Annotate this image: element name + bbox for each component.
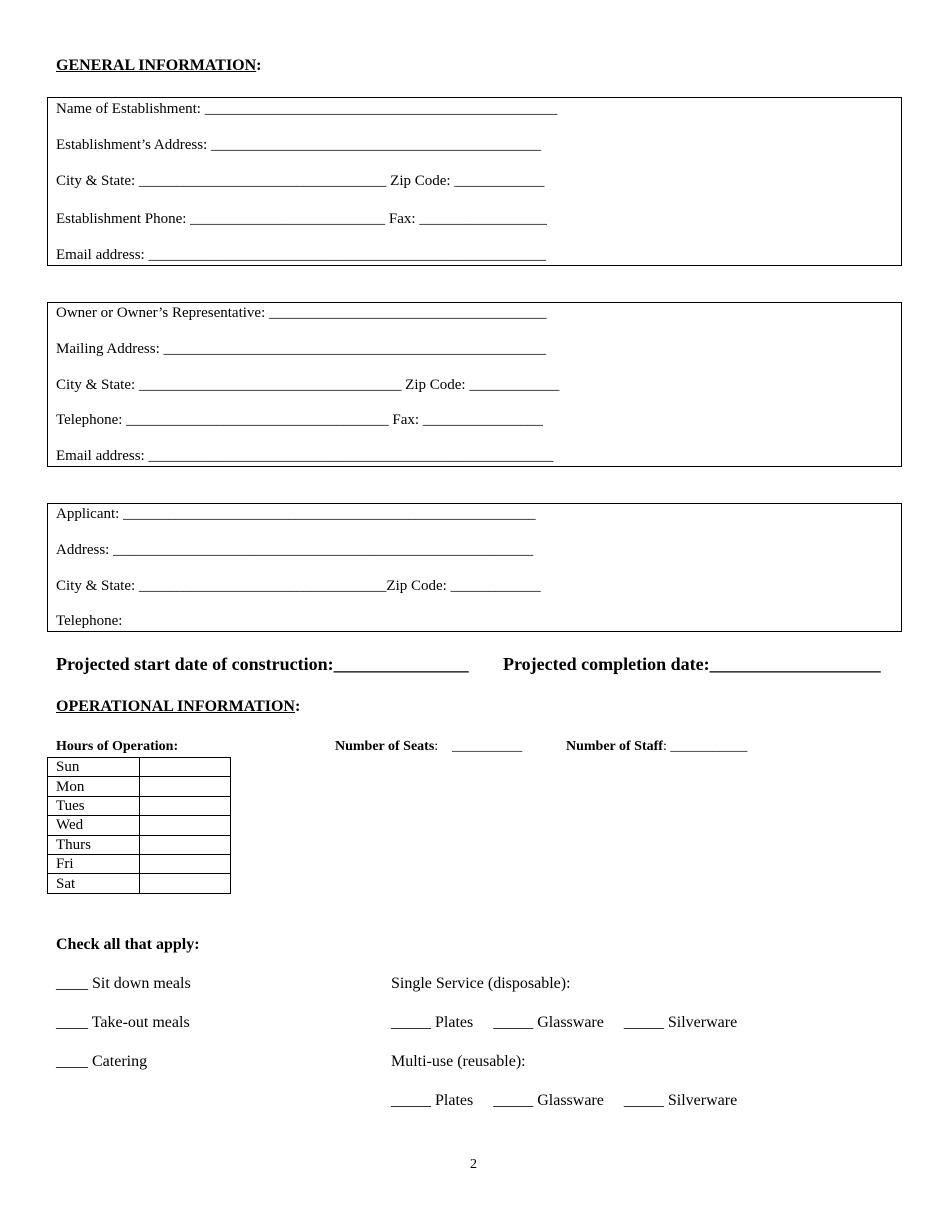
day-label: Tues [48, 796, 140, 815]
multi-use-label: Multi-use (reusable): [391, 1053, 526, 1070]
owner-phone-fax-field[interactable]: Telephone: ___________________________________ Fax: ________________ [56, 412, 543, 428]
number-of-seats-field[interactable] [335, 739, 522, 755]
number-of-staff-field[interactable] [566, 739, 747, 755]
owner-section [47, 302, 902, 467]
day-label: Sat [48, 874, 140, 893]
establishment-email-field[interactable]: Email address: _____________________________________________________ [56, 247, 546, 263]
establishment-name-field[interactable]: Name of Establishment: _______________________________________________ [56, 101, 558, 117]
applicant-name-field[interactable]: Applicant: _______________________________________________________ [56, 506, 536, 522]
owner-mailing-address-field[interactable]: Mailing Address: ___________________________________________________ [56, 341, 546, 357]
projected-start-date-field[interactable]: Projected start date of construction:_______________ [56, 654, 469, 674]
number-of-seats-blank[interactable]: : __________ [434, 739, 523, 754]
hours-cell[interactable] [140, 796, 231, 815]
day-label: Mon [48, 777, 140, 796]
single-service-items-options[interactable]: _____ Plates _____ Glassware _____ Silverware [391, 1014, 738, 1031]
hours-cell[interactable] [140, 816, 231, 835]
hours-of-operation-label: Hours of Operation: [56, 739, 179, 754]
day-label: Wed [48, 816, 140, 835]
hours-cell[interactable] [140, 758, 231, 777]
establishment-city-zip-field[interactable]: City & State: _________________________________ Zip Code: ____________ [56, 173, 545, 189]
operational-info-heading: OPERATIONAL INFORMATION: [56, 698, 301, 715]
number-of-seats-label: Number of Seats [335, 739, 435, 754]
general-info-heading: GENERAL INFORMATION: [56, 57, 262, 74]
hours-cell[interactable] [140, 777, 231, 796]
hours-cell[interactable] [140, 874, 231, 893]
single-service-label: Single Service (disposable): [391, 975, 571, 992]
hours-row-sat [48, 874, 231, 893]
owner-city-zip-field[interactable]: City & State: ___________________________________ Zip Code: ____________ [56, 377, 560, 393]
day-label: Sun [48, 758, 140, 777]
number-of-staff-label: Number of Staff [566, 739, 663, 754]
applicant-city-zip-field[interactable]: City & State: _________________________________Zip Code: ____________ [56, 578, 541, 594]
catering-option[interactable]: ____ Catering [56, 1053, 148, 1070]
hours-table [47, 757, 231, 894]
number-of-staff-blank[interactable]: : ___________ [662, 739, 748, 754]
owner-representative-field[interactable]: Owner or Owner’s Representative: _____________________________________ [56, 305, 547, 321]
hours-row-mon [48, 777, 231, 796]
day-label: Thurs [48, 835, 140, 854]
multi-use-items-options[interactable]: _____ Plates _____ Glassware _____ Silverware [391, 1092, 738, 1109]
hours-row-fri [48, 854, 231, 873]
page-number: 2 [470, 1157, 477, 1172]
hours-row-sun [48, 758, 231, 777]
hours-row-tues [48, 796, 231, 815]
establishment-phone-fax-field[interactable]: Establishment Phone: __________________________ Fax: _________________ [56, 211, 547, 227]
applicant-address-field[interactable]: Address: ________________________________________________________ [56, 542, 534, 558]
check-all-heading: Check all that apply: [56, 936, 200, 953]
applicant-phone-field[interactable]: Telephone: [56, 613, 123, 629]
sit-down-meals-option[interactable]: ____ Sit down meals [56, 975, 191, 992]
hours-cell[interactable] [140, 854, 231, 873]
projected-completion-date-field[interactable]: Projected completion date:___________________ [503, 654, 881, 674]
hours-row-thurs [48, 835, 231, 854]
owner-email-field[interactable]: Email address: ______________________________________________________ [56, 448, 554, 464]
hours-row-wed [48, 816, 231, 835]
establishment-section [47, 97, 902, 266]
applicant-section [47, 503, 902, 632]
establishment-address-field[interactable]: Establishment’s Address: ____________________________________________ [56, 137, 541, 153]
hours-cell[interactable] [140, 835, 231, 854]
day-label: Fri [48, 854, 140, 873]
take-out-meals-option[interactable]: ____ Take-out meals [56, 1014, 190, 1031]
